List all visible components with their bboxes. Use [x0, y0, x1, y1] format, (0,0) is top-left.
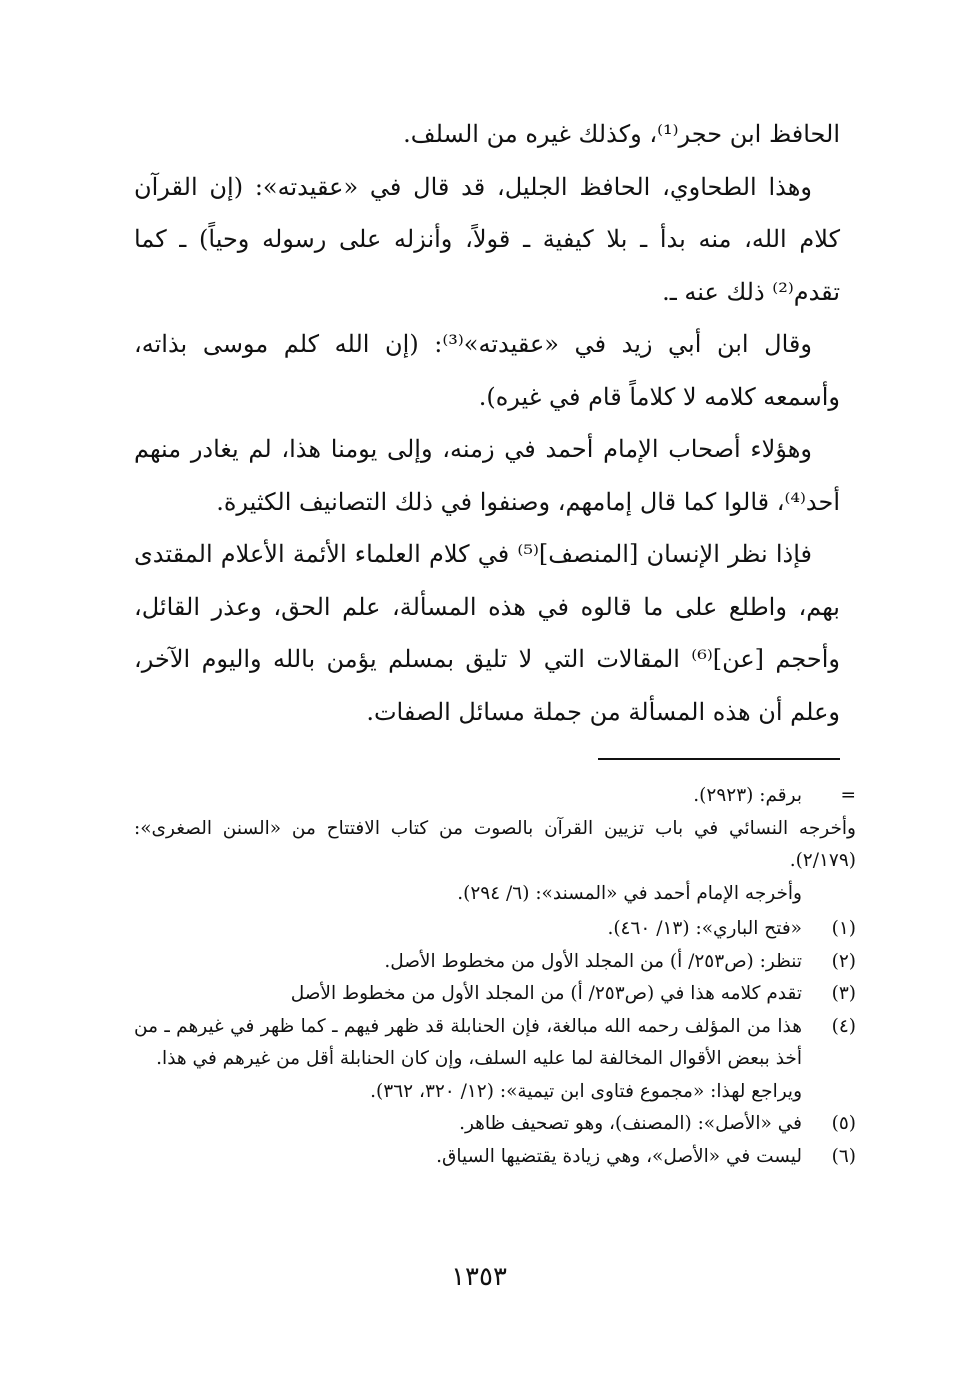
continuation-mark: = [840, 785, 856, 806]
footnote-divider [598, 758, 840, 760]
footnote-mark: (٥) [831, 1113, 856, 1134]
footnote-continuation-line: وأخرجه الإمام أحمد في «المسند»: (٦/ ٢٩٤). [457, 882, 802, 904]
footnote-text: في «الأصل»: (المصنف)، وهو تصحيف ظاهر. [459, 1113, 802, 1134]
footnote-6 [134, 1141, 856, 1174]
footnote-text: هذا من المؤلف رحمه الله مبالغة، فإن الحنابلة قد ظهر فيهم ـ كما ظهر في غيرهم ـ من أخذ ببعض الأقوال المخالفة لما عليه السلف، وإن كان الحنابلة أقل من غيرهم في هذا. [134, 1015, 802, 1069]
main-text [134, 108, 840, 738]
paragraph-2: وهذا الطحاوي، الحافظ الجليل، قد قال في «عقيدته»: (إن القرآن كلام الله، منه بدأ ـ بلا كيفية ـ قولاً، وأنزله على رسوله وحياً) ـ كما تقدم⁽²⁾ ذلك عنه ـ. [134, 172, 840, 306]
footnote-text: تنظر: (ص٢٥٣/ أ) من المجلد الأول من مخطوط الأصل. [384, 950, 802, 972]
footnote-1 [134, 913, 856, 946]
paragraph-4: وهؤلاء أصحاب الإمام أحمد في زمنه، وإلى يومنا هذا، لم يغادر منهم أحد⁽⁴⁾، قالوا كما قال إمامهم، وصنفوا في ذلك التصانيف الكثيرة. [134, 435, 840, 516]
paragraph-1: الحافظ ابن حجر⁽¹⁾، وكذلك غيره من السلف. [403, 120, 840, 148]
paragraph-5: فإذا نظر الإنسان [المنصف]⁽⁵⁾ في كلام العلماء الأئمة الأعلام المقتدى بهم، واطلع على ما قالوه في هذه المسألة، علم الحق، وعذر القائل، وأحجم [عن]⁽⁶⁾ المقالات التي لا تليق بمسلم يؤمن بالله واليوم الآخر، وعلم أن هذه المسألة من جملة مسائل الصفات. [134, 540, 840, 726]
footnote-4-continuation: ويراجع لهذا: «مجموع فتاوى ابن تيمية»: (١٢/ ٣٢٠، ٣٦٢). [370, 1080, 802, 1102]
page-number: ١٣٥٣ [451, 1262, 507, 1292]
footnote-continuation-line: وأخرجه النسائي في باب تزيين القرآن بالصوت من كتاب الافتتاح من «السنن الصغرى»: (٢/١٧٩). [134, 817, 856, 871]
footnote-text: «فتح الباري»: (١٣/ ٤٦٠). [607, 918, 802, 939]
footnote-4 [134, 1011, 856, 1076]
footnote-mark: (٦) [831, 1145, 856, 1167]
footnote-text: ليست في «الأصل»، وهي زيادة يقتضيها السياق. [436, 1145, 802, 1167]
footnote-3 [134, 978, 856, 1011]
footnote-5 [134, 1108, 856, 1141]
footnote-continuation [134, 780, 856, 813]
footnote-mark: (١) [831, 918, 856, 939]
paragraph-3: وقال ابن أبي زيد في «عقيدته»⁽³⁾: (إن الله كلم موسى بذاته، وأسمعه كلامه لا كلاماً قام في غيره). [134, 330, 840, 411]
footnote-text: تقدم كلامه هذا في (ص٢٥٣/ أ) من المجلد الأول من مخطوط الأصل [290, 983, 802, 1004]
footnote-text: برقم: (٢٩٢٣). [693, 785, 802, 806]
footnote-mark: (٤) [831, 1015, 856, 1037]
footnote-mark: (٣) [831, 983, 856, 1004]
footnote-mark: (٢) [831, 950, 856, 972]
footnotes [134, 780, 856, 1173]
footnote-2 [134, 946, 856, 979]
